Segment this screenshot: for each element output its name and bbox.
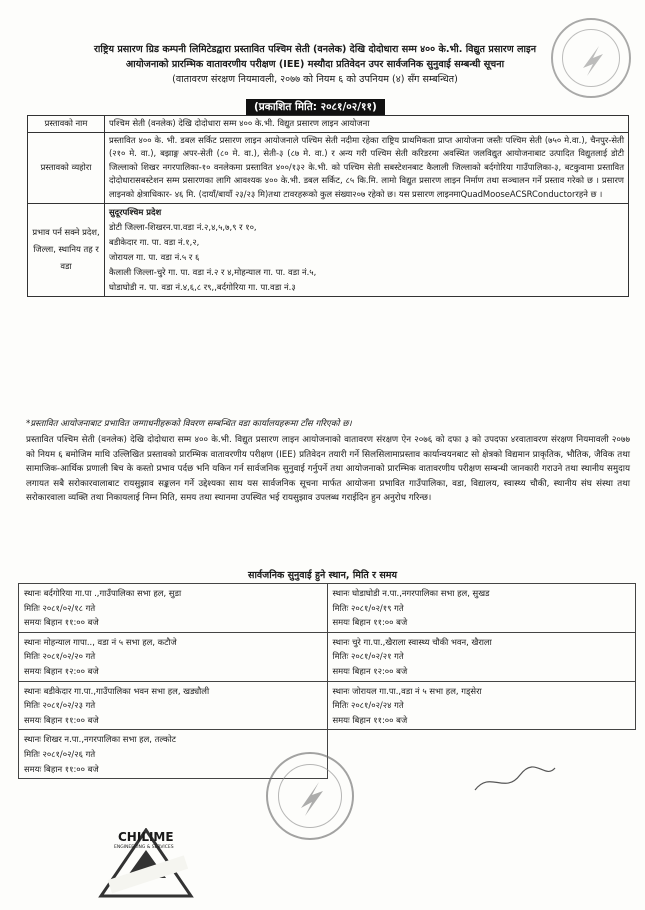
table-row <box>28 203 629 296</box>
notice-paragraph: प्रस्तावित पश्चिम सेती (वनलेक) देखि दोदोधारा सम्म ४०० के.भी. विद्युत प्रसारण लाइन आयोजनाको वातावरण संरक्षण ऐन २०७६ को दफा ३ को उपदफा ४रवातावरण संरक्षण नियमावली २०७७ को नियम ६ बमोजिम माथि उल्लिखित प्रस्तावको प्रारम्भिक वातावरणीय परीक्षण (IEE) प्रतिवेदन तयारी गर्ने सिलसिलामाप्रस्ताव कार्यान्वयनबाट सो क्षेत्रको विद्यमान प्राकृतिक, भौतिक, जैविक तथा सामाजिक-आर्थिक प्रणाली बिच के कस्तो प्रभाव पर्दछ भनि यकिन गर्न सार्वजनिक सुनुवाई गर्नुपर्ने तथा आयोजनाको प्रारम्भिक वातावरणीय परीक्षण सम्बन्धी जानकारी गराउने तथा स्थानीय समुदाय लगायत सबै सरोकारवालाबाट रायसुझाव सङ्कलन गर्ने उद्देश्यका साथ यस सार्वजनिक सूचना मार्फत आयोजना प्रभावित गाउँपालिका, वडा, विद्यालय, स्वास्थ्य चौकी, स्थानीय संघ संस्था तथा सरोकारवाला व्यक्ति तथा निकायलाई निम्न मिति, समय तथा स्थानमा उपस्थित भई रायसुझाव उपलब्ध गराईदिन हुन अनुरोध गरिन्छ। <box>26 435 630 504</box>
header-line-2: आयोजनाको प्रारम्भिक वातावरणीय परीक्षण (IEE) मस्यौदा प्रतिवेदन उपर सार्वजनिक सुनुवाई सम्बन्धी सूचना <box>125 59 505 70</box>
table-row <box>28 132 629 203</box>
date-text: मितिः २०८१/०२/२० गते <box>24 651 96 662</box>
time-text: समयः बिहान ११:०० बजे <box>332 714 408 725</box>
venue-text: स्थानः बडीकेदार गा.पा.,गाउँपालिका भवन सभा हल, खड्यौली <box>24 685 210 696</box>
venue-text: स्थानः जोरायल गा.पा.,वडा नं ५ सभा हल, गड्सेरा <box>332 685 482 696</box>
venue-text: स्थानः घोडाघोडी न.पा.,नगरपालिका सभा हल, सुखड <box>332 588 490 598</box>
logo-subtitle: ENGINEERING & SERVICES <box>114 845 174 850</box>
table-row <box>28 116 629 133</box>
project-name-value: पश्चिम सेती (वनलेक) देखि दोदोधारा सम्म ४०० के.भी. विद्युत प्रसारण लाइन आयोजना <box>105 116 629 133</box>
project-info-table <box>27 115 629 297</box>
venue-text: स्थानः चुरे गा.पा.,खैराला स्वास्थ्य चौकी भवन, खैराला <box>332 636 492 647</box>
affected-area-line: बडीकेदार गा. पा. वडा नं.१,२, <box>109 236 200 247</box>
time-text: समयः बिहान ११:०० बजे <box>24 617 99 628</box>
date-text: मितिः २०८१/०२/२४ गते <box>332 700 404 711</box>
hearing-schedule-table <box>18 583 636 779</box>
affected-area-line: कैलाली जिल्ला-चुरे गा. पा. वडा नं.२ र ४,मोहन्याल गा. पा. वडा नं.५, <box>109 266 317 277</box>
signature-mark <box>470 760 560 800</box>
affected-area-line: घोडाघोडी न. पा. वडा नं.४,६,८ र९,,बर्दगोरिया गा. पा.वडा नं.३ <box>109 281 296 292</box>
consultant-logo <box>96 828 196 898</box>
province-name: सुदूरपश्चिम प्रदेश <box>109 206 162 217</box>
header-line-1: राष्ट्रिय प्रसारण ग्रिड कम्पनी लिमिटेडद्वारा प्रस्तावित पश्चिम सेती (वनलेक) देखि दोदोधारा सम्म ४०० के.भी. विद्युत प्रसारण लाइन <box>93 44 537 55</box>
schedule-cell <box>19 681 328 730</box>
venue-text: स्थानः शिखर न.पा.,नगरपालिका सभा हल, तल्कोट <box>24 734 177 745</box>
schedule-cell <box>19 584 328 633</box>
affected-area-line: डोटी जिल्ला-शिखरन.पा.वडा नं.२,४,५,७,९ र १०, <box>109 221 257 232</box>
proposal-detail-value: प्रस्तावित ४०० के. भी. डबल सर्किट प्रसारण लाइन आयोजनाले पश्चिम सेती नदीमा रहेका राष्ट्रिय प्राथमिकता प्राप्त आयोजना जस्तैः पश्चिम सेती (७५० मे.वा.), चैनपुर-सेती (२१० मे. वा.), बझाङ्ग अपर-सेती (८० मे. वा.), सेती-३ (८७ मे. वा.) र अन्य गरी पश्चिम सेती करिडरमा अवस्थित जलविद्युत आयोजनाबाट उत्पादित विद्युतलाई डोटी जिल्लाको शिखर नगरपालिका-१० वनलेकमा प्रस्तावित ४००/१३२ के.भी. को पश्चिम सेती सबस्टेशनबाट कैलाली जिल्लाको बर्दगोरिया गाउँपालिका-३, बटकुवामा प्रस्तावित दोदोधारासबस्टेशन सम्म प्रसारणका लागि आवश्यक ४०० के.भी. डबल सर्किट, ८५ कि.मि. लामो विद्युत प्रसारण लाइन निर्माण तथा सञ्चालन गर्ने प्रस्ताव गरेको छ । प्रसारण लाइनको क्षेत्राधिकार- ४६ मि. (दायाँ/बायाँ २३/२३ मि)तथा टावरहरूको कुल संख्या२०७ रहेको छ। यस प्रसारण लाइनमाQuadMooseACSRConductorरहने छ । <box>105 132 629 203</box>
time-text: समयः बिहान ११:०० बजे <box>332 617 408 628</box>
time-text: समयः बिहान १२:०० बजे <box>24 665 99 676</box>
table-row <box>19 584 636 633</box>
proposal-detail-label: प्रस्तावको व्यहोरा <box>28 132 105 203</box>
date-text: मितिः २०८१/०२/१८ गते <box>24 602 96 613</box>
company-seal-bottom <box>266 752 354 840</box>
table-row <box>19 681 636 730</box>
schedule-cell <box>327 584 636 633</box>
schedule-cell <box>327 681 636 730</box>
schedule-cell <box>327 632 636 681</box>
affected-area-line: जोरायल गा. पा. वडा नं.५ र ६ <box>109 251 200 262</box>
published-date-badge: (प्रकाशित मिति: २०८१/०२/११) <box>246 99 385 115</box>
venue-text: स्थानः बर्दगोरिया गा.पा .,गाउँपालिका सभा हल, सुडा <box>24 588 182 598</box>
affected-area-value <box>105 203 629 296</box>
header-line-3: (वातावरण संरक्षण नियमावली, २०७७ को नियम ६ को उपनियम (४) सँग सम्बन्धित) <box>172 74 458 85</box>
project-name-label: प्रस्तावको नाम <box>28 116 105 133</box>
time-text: समयः बिहान ११:०० बजे <box>24 763 99 774</box>
venue-text: स्थानः मोहन्याल गापा.., वडा नं ५ सभा हल, कटौजे <box>24 636 177 647</box>
landowner-note: *प्रस्तावित आयोजनाबाट प्रभावित जग्गाधनीहरूको विवरण सम्बन्धित वडा कार्यालयहरूमा टाँस गरिएको छ। <box>26 419 352 429</box>
notice-header <box>30 42 600 87</box>
table-row <box>19 632 636 681</box>
date-text: मितिः २०८१/०२/२३ गते <box>24 700 96 711</box>
time-text: समयः बिहान ११:०० बजे <box>24 714 99 725</box>
date-text: मितिः २०८१/०२/१९ गते <box>332 602 404 613</box>
logo-name: CHILIME <box>118 830 174 844</box>
schedule-cell <box>19 632 328 681</box>
date-text: मितिः २०८१/०२/२१ गते <box>332 651 404 662</box>
time-text: समयः बिहान १२:०० बजे <box>332 665 408 676</box>
affected-area-label: प्रभाव पर्न सक्ने प्रदेश, जिल्ला, स्थानिय तह र वडा <box>28 203 105 296</box>
date-text: मितिः २०८१/०२/२६ गते <box>24 748 96 759</box>
schedule-title: सार्वजनिक सुनुवाई हुने स्थान, मिति र समय <box>248 570 397 581</box>
